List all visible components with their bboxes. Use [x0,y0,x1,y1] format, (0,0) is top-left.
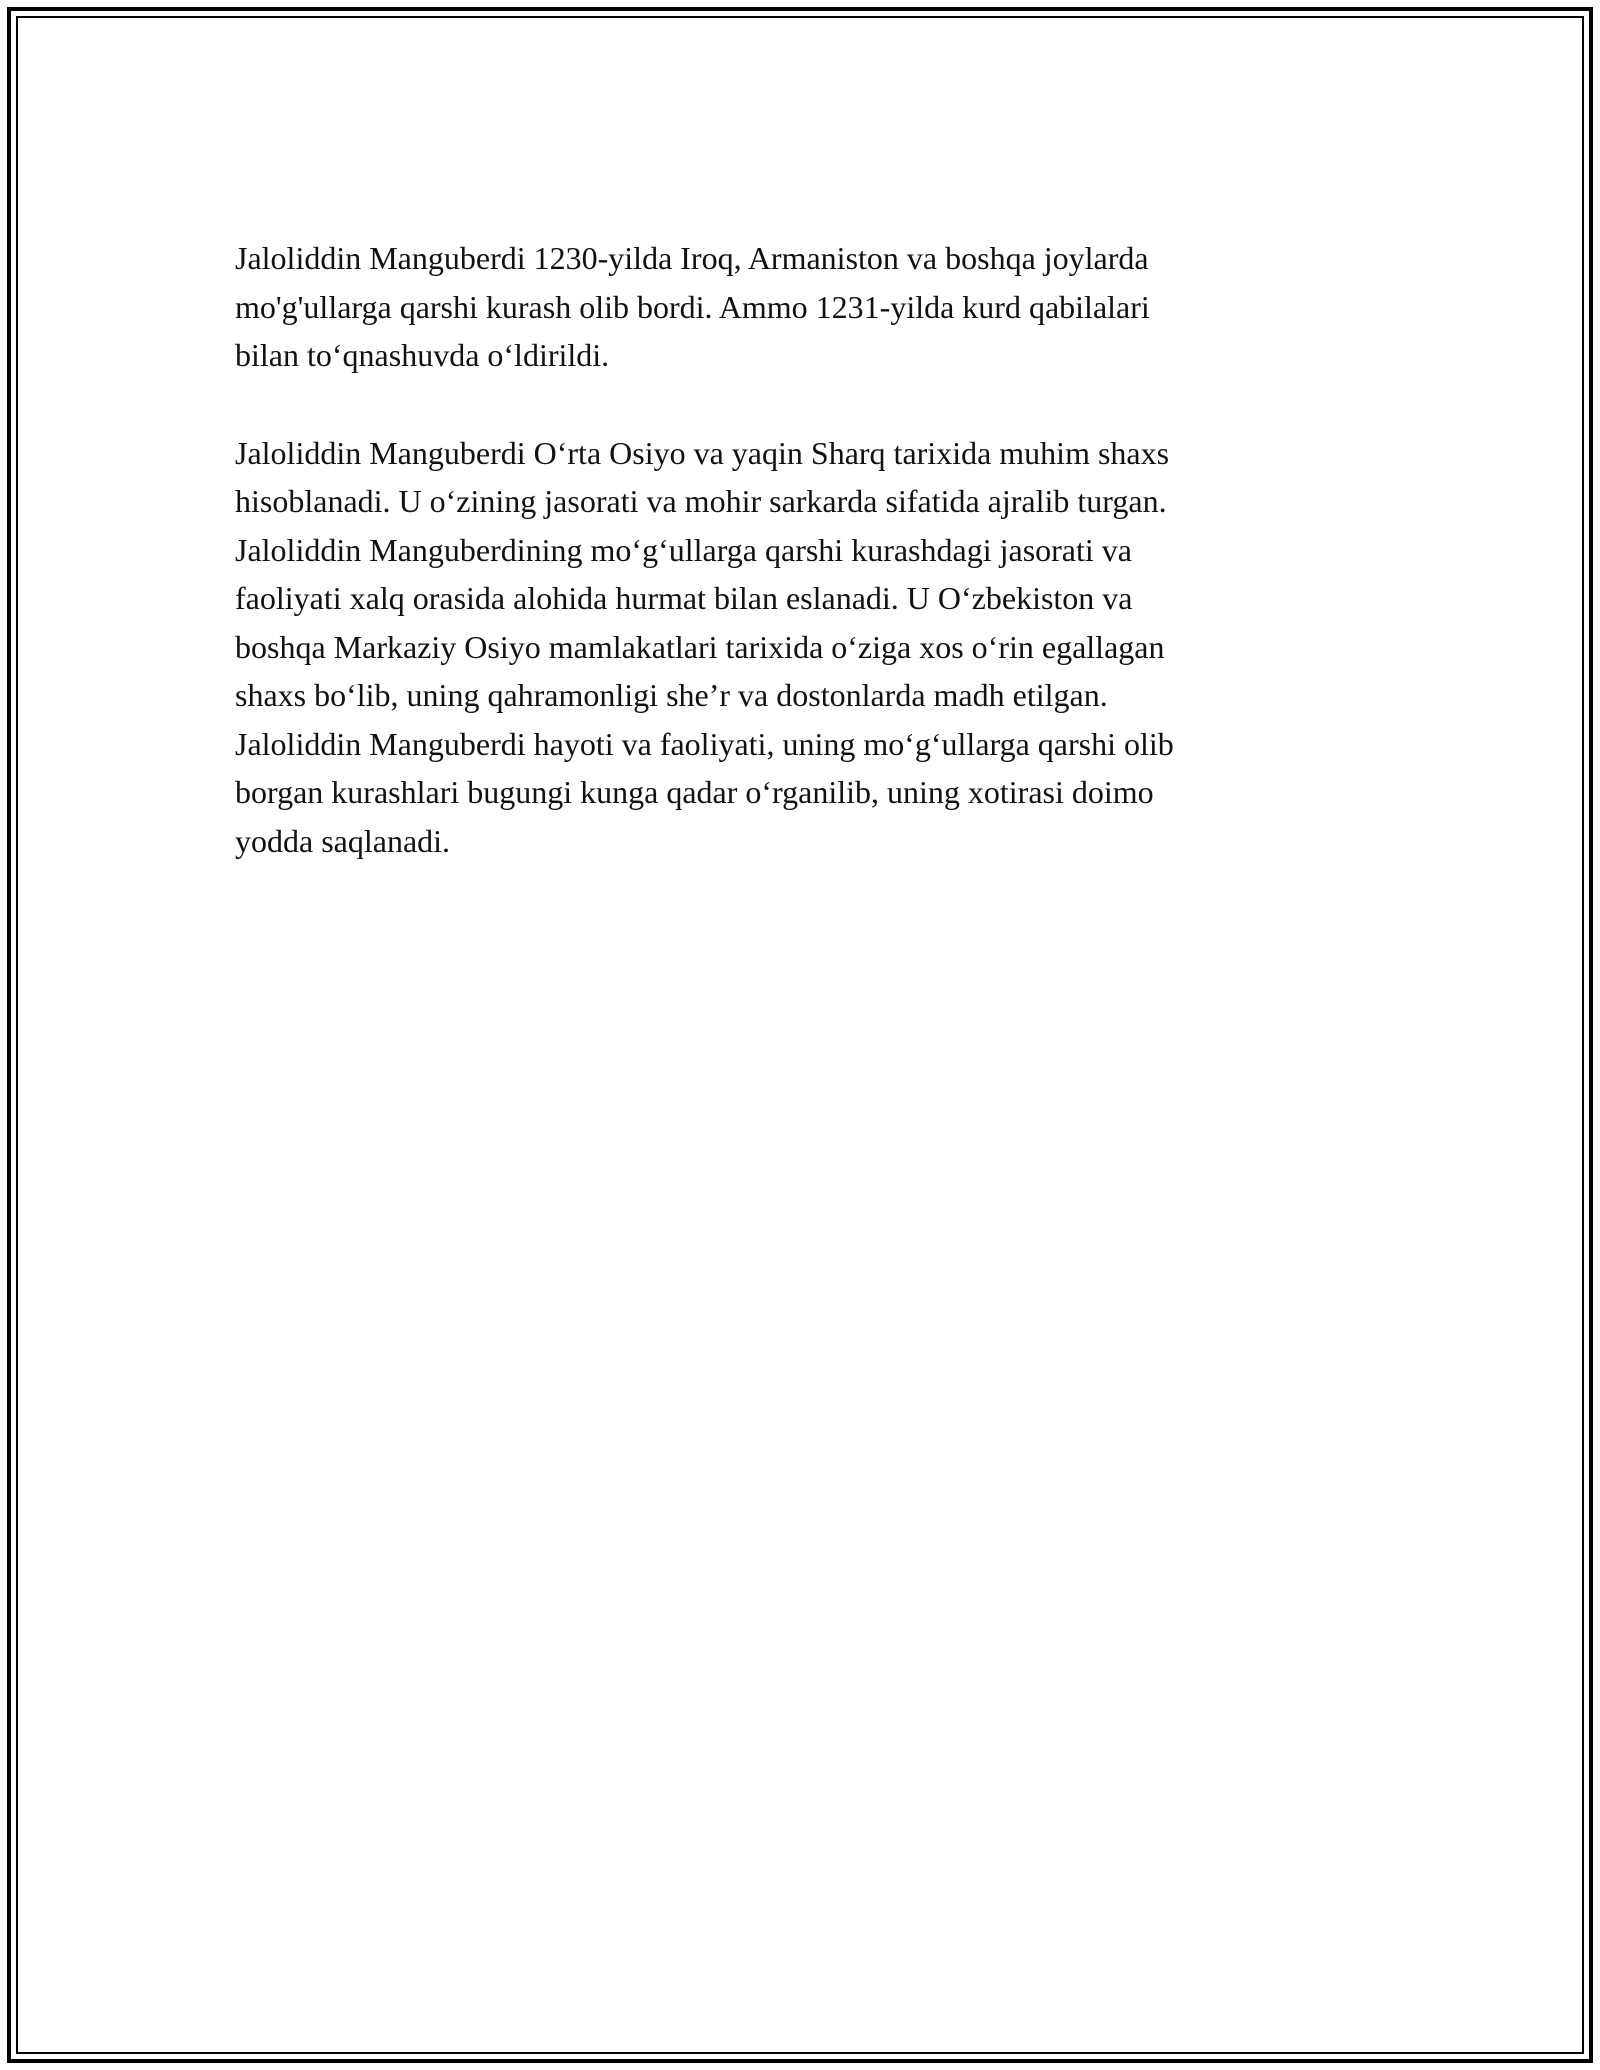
document-body [235,234,1355,865]
paragraph-2: Jaloliddin Manguberdi O‘rta Osiyo va yaqin Sharq tarixida muhim shaxs hisoblanadi. U o‘zining jasorati va mohir sarkarda sifatida ajralib turgan. Jaloliddin Manguberdining mo‘g‘ullarga qarshi kurashdagi jasorati va faoliyati xalq orasida alohida hurmat bilan eslanadi. U O‘zbekiston va boshqa Markaziy Osiyo mamlakatlari tarixida o‘ziga xos o‘rin egallagan shaxs bo‘lib, uning qahramonligi she’r va dostonlarda madh etilgan. Jaloliddin Manguberdi hayoti va faoliyati, uning mo‘g‘ullarga qarshi olib borgan kurashlari bugungi kunga qadar o‘rganilib, uning xotirasi doimo yodda saqlanadi. [235,434,1174,859]
paragraph-1: Jaloliddin Manguberdi 1230-yilda Iroq, Armaniston va boshqa joylarda mo'g'ullarga qarshi kurash olib bordi. Ammo 1231-yilda kurd qabilalari bilan to‘qnashuvda o‘ldirildi. [235,240,1150,373]
